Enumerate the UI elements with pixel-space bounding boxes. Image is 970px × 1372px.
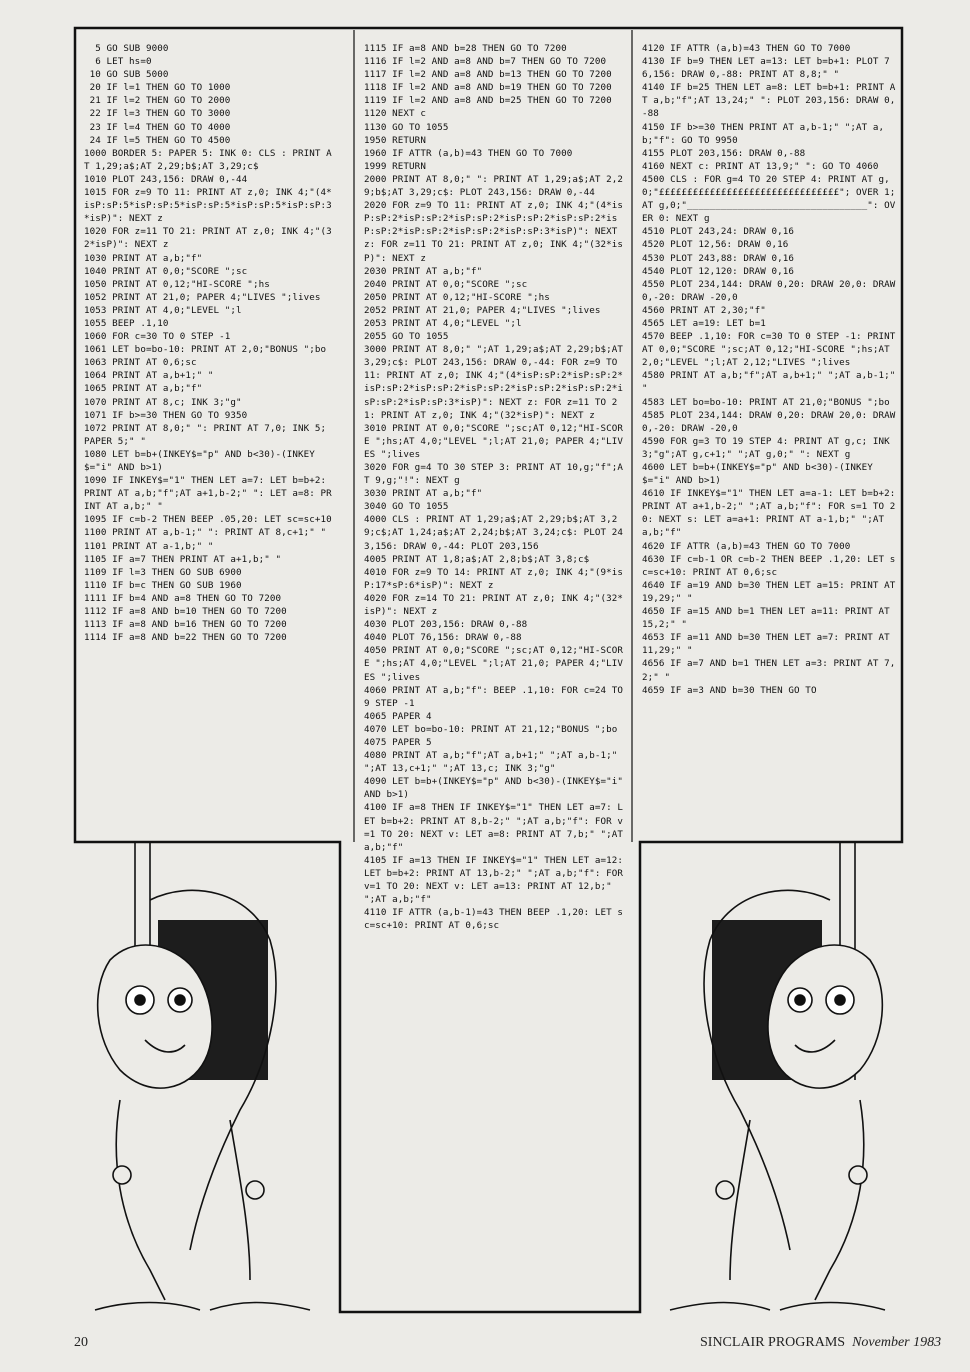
listing-line: 1095 IF c=b-2 THEN BEEP .05,20: LET sc=sc+10 — [84, 514, 332, 526]
listing-line: 4060 PRINT AT a,b;"f": BEEP .1,10: FOR c=24 TO 9 STEP -1 — [364, 684, 629, 709]
magazine-footer — [700, 1335, 941, 1351]
listing-line: 4010 FOR z=9 TO 14: PRINT AT z,0; INK 4;"(9*isP:17*sP:6*isP)": NEXT z — [364, 566, 624, 591]
listing-line: 3020 FOR g=4 TO 30 STEP 3: PRINT AT 10,g;"f";AT 9,g;"!": NEXT g — [364, 462, 624, 487]
listing-line: 10 GO SUB 5000 — [84, 69, 169, 81]
listing-line: 4030 PLOT 203,156: DRAW 0,-88 — [364, 619, 528, 631]
listing-line: 4580 PRINT AT a,b;"f";AT a,b+1;" ";AT a,b-1;" " — [642, 370, 902, 395]
listing-line: 4530 PLOT 243,88: DRAW 0,16 — [642, 252, 795, 264]
listing-line: 4105 IF a=13 THEN IF INKEY$="1" THEN LET a=12: LET b=b+2: PRINT AT 13,b-2;" ";AT a,b;"f": FOR v=1 TO 20: NEXT v: LET a=13: PRINT AT 12,b;" ";AT a,b;"f" — [364, 854, 629, 906]
listing-line: 1070 PRINT AT 8,c; INK 3;"g" — [84, 396, 242, 408]
listing-line: 1101 PRINT AT a-1,b;" " — [84, 540, 214, 552]
listing-line: 2053 PRINT AT 4,0;"LEVEL ";l — [364, 317, 522, 329]
listing-line: 1040 PRINT AT 0,0;"SCORE ";sc — [84, 265, 248, 277]
listing-line: 4570 BEEP .1,10: FOR c=30 TO 0 STEP -1: PRINT AT 0,0;"SCORE ";sc;AT 0,12;"HI-SCORE ";hs;AT 2,0;"LEVEL ";l;AT 2,12;"LIVES ";lives — [642, 331, 902, 369]
listing-line: 2020 FOR z=9 TO 11: PRINT AT z,0; INK 4;"(4*isP:sP:2*isP:sP:2*isP:sP:2*isP:sP:2*isP:sP:2*isP:sP:2*isP:sP:2*isP:sP:2*isP:sP:3*isP)": NEXT z: FOR z=11 TO 21: PRINT AT z,0; INK 4;"(32*isP)": NEXT z — [364, 200, 624, 264]
listing-line: 20 IF l=1 THEN GO TO 1000 — [84, 82, 231, 94]
listing-line: 4520 PLOT 12,56: DRAW 0,16 — [642, 239, 789, 251]
listing-line: 4150 IF b>=30 THEN PRINT AT a,b-1;" ";AT a,b;"f": GO TO 9950 — [642, 121, 885, 146]
listing-line: 4550 PLOT 234,144: DRAW 0,20: DRAW 20,0: DRAW 0,-20: DRAW -20,0 — [642, 278, 902, 303]
listing-line: 1120 NEXT c — [364, 108, 426, 120]
listing-line: 4075 PAPER 5 — [364, 736, 432, 748]
listing-line: 1115 IF a=8 AND b=28 THEN GO TO 7200 — [364, 43, 567, 54]
listing-line: 1117 IF l=2 AND a=8 AND b=13 THEN GO TO 7200 — [364, 69, 612, 81]
listing-line: 4659 IF a=3 AND b=30 THEN GO TO — [642, 684, 817, 696]
listing-line: 5 GO SUB 9000 — [84, 43, 169, 54]
listing-line: 1090 IF INKEY$="1" THEN LET a=7: LET b=b+2: PRINT AT a,b;"f";AT a+1,b-2;" ": LET a=8: PRINT AT a,b;" " — [84, 475, 332, 513]
listing-line: 4090 LET b=b+(INKEY$="p" AND b<30)-(INKEY$="i" AND b>1) — [364, 776, 629, 801]
listing-line: 1020 FOR z=11 TO 21: PRINT AT z,0; INK 4;"(32*isP)": NEXT z — [84, 226, 332, 251]
listing-line: 1080 LET b=b+(INKEY$="p" AND b<30)-(INKEY$="i" AND b>1) — [84, 448, 315, 473]
listing-column-1 — [84, 42, 336, 832]
listing-line: 4050 PRINT AT 0,0;"SCORE ";sc;AT 0,12;"HI-SCORE ";hs;AT 4,0;"LEVEL ";l;AT 21,0; PAPER 4;"LIVES ";lives — [364, 645, 624, 683]
listing-line: 1063 PRINT AT 0,6;sc — [84, 357, 197, 369]
listing-line: 1114 IF a=8 AND b=22 THEN GO TO 7200 — [84, 632, 287, 644]
listing-line: 1119 IF l=2 AND a=8 AND b=25 THEN GO TO 7200 — [364, 95, 612, 107]
listing-line: 4540 PLOT 12,120: DRAW 0,16 — [642, 265, 795, 277]
listing-line: 1100 PRINT AT a,b-1;" ": PRINT AT 8,c+1;" " — [84, 527, 327, 539]
listing-line: 4630 IF c=b-1 OR c=b-2 THEN BEEP .1,20: LET sc=sc+10: PRINT AT 0,6;sc — [642, 553, 896, 578]
listing-line: 3010 PRINT AT 0,0;"SCORE ";sc;AT 0,12;"HI-SCORE ";hs;AT 4,0;"LEVEL ";l;AT 21,0; PAPER 4;"LIVES ";lives — [364, 422, 624, 460]
listing-line: 1015 FOR z=9 TO 11: PRINT AT z,0; INK 4;"(4*isP:sP:5*isP:sP:5*isP:sP:5*isP:sP:5*isP:sP:3*isP)": NEXT z — [84, 187, 332, 225]
listing-line: 3000 PRINT AT 8,0;" ";AT 1,29;a$;AT 2,29;b$;AT 3,29;c$: PLOT 243,156: DRAW 0,-44: FOR z=9 TO 11: PRINT AT z,0; INK 4;"(4*isP:sP:2*isP:sP:2*isP:sP:2*isP:sP:2*isP:sP:2*isP:sP:2*isP:sP:2*isP:sP:2*isP:sP:3*isP)": NEXT z: FOR z=11 TO 21: PRINT AT z,0; INK 4;"(32*isP)": NEXT z — [364, 344, 629, 421]
listing-line: 2052 PRINT AT 21,0; PAPER 4;"LIVES ";lives — [364, 304, 601, 316]
listing-line: 1072 PRINT AT 8,0;" ": PRINT AT 7,0; INK 5; PAPER 5;" " — [84, 422, 332, 447]
listing-line: 4070 LET bo=bo-10: PRINT AT 21,12;"BONUS ";bo — [364, 723, 618, 735]
listing-line: 4100 IF a=8 THEN IF INKEY$="1" THEN LET a=7: LET b=b+2: PRINT AT 8,b-2;" ";AT a,b;"f": FOR v=1 TO 20: NEXT v: LET a=8: PRINT AT 7,b;" ";AT a,b;"f" — [364, 802, 629, 853]
listing-line: 23 IF l=4 THEN GO TO 4000 — [84, 121, 231, 133]
listing-line: 1130 GO TO 1055 — [364, 121, 449, 133]
magazine-name: SINCLAIR PROGRAMS — [700, 1335, 846, 1350]
listing-line: 4620 IF ATTR (a,b)=43 THEN GO TO 7000 — [642, 540, 851, 552]
listing-line: 4653 IF a=11 AND b=30 THEN LET a=7: PRINT AT 11,29;" " — [642, 632, 896, 657]
listing-line: 2055 GO TO 1055 — [364, 331, 449, 343]
listing-column-2 — [364, 42, 629, 1304]
listing-column-3 — [642, 42, 902, 832]
listing-line: 1050 PRINT AT 0,12;"HI-SCORE ";hs — [84, 278, 270, 290]
listing-line: 1060 FOR c=30 TO 0 STEP -1 — [84, 331, 231, 343]
listing-line: 4560 PRINT AT 2,30;"f" — [642, 304, 766, 316]
listing-line: 2050 PRINT AT 0,12;"HI-SCORE ";hs — [364, 291, 550, 303]
listing-line: 4583 LET bo=bo-10: PRINT AT 21,0;"BONUS ";bo — [642, 396, 890, 408]
listing-line: 2030 PRINT AT a,b;"f" — [364, 265, 483, 277]
listing-line: 4155 PLOT 203,156: DRAW 0,-88 — [642, 147, 806, 159]
listing-line: 2040 PRINT AT 0,0;"SCORE ";sc — [364, 278, 528, 290]
listing-line: 1000 BORDER 5: PAPER 5: INK 0: CLS : PRINT AT 1,29;a$;AT 2,29;b$;AT 3,29;c$ — [84, 147, 332, 172]
listing-line: 1053 PRINT AT 4,0;"LEVEL ";l — [84, 304, 242, 316]
listing-line: 4160 NEXT c: PRINT AT 13,9;" ": GO TO 4060 — [642, 160, 879, 172]
listing-line: 4020 FOR z=14 TO 21: PRINT AT z,0; INK 4;"(32*isP)": NEXT z — [364, 592, 624, 618]
listing-line: 1960 IF ATTR (a,b)=43 THEN GO TO 7000 — [364, 147, 573, 159]
listing-line: 4656 IF a=7 AND b=1 THEN LET a=3: PRINT AT 7,2;" " — [642, 658, 896, 683]
page-number: 20 — [74, 1335, 88, 1350]
listing-line: 4610 IF INKEY$="1" THEN LET a=a-1: LET b=b+2: PRINT AT a+1,b-2;" ";AT a,b;"f": FOR s=1 TO 20: NEXT s: LET a=a+1: PRINT AT a-1,b;" ";AT a,b;"f" — [642, 488, 902, 539]
listing-line: 1030 PRINT AT a,b;"f" — [84, 252, 203, 264]
listing-line: 4000 CLS : PRINT AT 1,29;a$;AT 2,29;b$;AT 3,29;c$;AT 1,24;a$;AT 2,24;b$;AT 3,24;c$: PLOT 243,156: DRAW 0,-44: PLOT 203,156 — [364, 514, 624, 552]
listing-line: 1110 IF b=c THEN GO SUB 1960 — [84, 579, 242, 591]
listing-line: 1052 PRINT AT 21,0; PAPER 4;"LIVES ";lives — [84, 291, 321, 303]
listing-line: 1055 BEEP .1,10 — [84, 317, 169, 329]
listing-line: 1061 LET bo=bo-10: PRINT AT 2,0;"BONUS ";bo — [84, 344, 327, 356]
listing-line: 1118 IF l=2 AND a=8 AND b=19 THEN GO TO 7200 — [364, 82, 612, 94]
listing-line: 4640 IF a=19 AND b=30 THEN LET a=15: PRINT AT 19,29;" " — [642, 579, 902, 604]
issue-date: November 1983 — [852, 1335, 942, 1350]
listing-line: 2000 PRINT AT 8,0;" ": PRINT AT 1,29;a$;AT 2,29;b$;AT 3,29;c$: PLOT 243,156: DRAW 0,-44 — [364, 173, 624, 199]
listing-line: 6 LET hs=0 — [84, 56, 152, 68]
listing-line: 4650 IF a=15 AND b=1 THEN LET a=11: PRINT AT 15,2;" " — [642, 606, 896, 631]
listing-line: 1111 IF b=4 AND a=8 THEN GO TO 7200 — [84, 592, 282, 604]
listing-line: 4005 PRINT AT 1,8;a$;AT 2,8;b$;AT 3,8;c$ — [364, 553, 590, 565]
listing-line: 3030 PRINT AT a,b;"f" — [364, 488, 483, 500]
listing-line: 4130 IF b=9 THEN LET a=13: LET b=b+1: PLOT 76,156: DRAW 0,-88: PRINT AT 8,8;" " — [642, 56, 890, 81]
right-cartoon-figure — [670, 842, 885, 1310]
listing-line: 1071 IF b>=30 THEN GO TO 9350 — [84, 409, 248, 421]
listing-line: 1113 IF a=8 AND b=16 THEN GO TO 7200 — [84, 619, 287, 631]
listing-line: 22 IF l=3 THEN GO TO 3000 — [84, 108, 231, 120]
listing-line: 4040 PLOT 76,156: DRAW 0,-88 — [364, 632, 522, 644]
listing-line: 4600 LET b=b+(INKEY$="p" AND b<30)-(INKEY$="i" AND b>1) — [642, 462, 873, 487]
listing-line: 21 IF l=2 THEN GO TO 2000 — [84, 95, 231, 107]
listing-line: 1105 IF a=7 THEN PRINT AT a+1,b;" " — [84, 553, 282, 565]
listing-line: 4590 FOR g=3 TO 19 STEP 4: PRINT AT g,c; INK 3;"g";AT g,c+1;" ";AT g,0;" ": NEXT g — [642, 435, 896, 460]
listing-line: 4080 PRINT AT a,b;"f";AT a,b+1;" ";AT a,b-1;" ";AT 13,c+1;" ";AT 13,c; INK 3;"g" — [364, 750, 624, 775]
listing-line: 4120 IF ATTR (a,b)=43 THEN GO TO 7000 — [642, 43, 851, 54]
listing-line: 4510 PLOT 243,24: DRAW 0,16 — [642, 226, 795, 238]
listing-line: 4500 CLS : FOR g=4 TO 20 STEP 4: PRINT AT g,0;"££££££££££££££££££££££££££££££££"; OVER 1;AT g,0;"________________________________": OVER 0: NEXT g — [642, 173, 896, 225]
listing-line: 4140 IF b=25 THEN LET a=8: LET b=b+1: PRINT AT a,b;"f";AT 13,24;" ": PLOT 203,156: DRAW 0,-88 — [642, 82, 896, 120]
listing-line: 1109 IF l=3 THEN GO SUB 6900 — [84, 566, 242, 578]
listing-line: 1064 PRINT AT a,b+1;" " — [84, 370, 214, 382]
listing-line: 1950 RETURN — [364, 134, 426, 146]
listing-line: 1065 PRINT AT a,b;"f" — [84, 383, 203, 395]
listing-line: 1010 PLOT 243,156: DRAW 0,-44 — [84, 173, 248, 185]
listing-line: 4065 PAPER 4 — [364, 710, 432, 722]
listing-line: 4585 PLOT 234,144: DRAW 0,20: DRAW 20,0: DRAW 0,-20: DRAW -20,0 — [642, 409, 902, 434]
listing-line: 24 IF l=5 THEN GO TO 4500 — [84, 134, 231, 146]
listing-line: 4565 LET a=19: LET b=1 — [642, 317, 766, 329]
listing-line: 1999 RETURN — [364, 160, 426, 172]
listing-line: 1116 IF l=2 AND a=8 AND b=7 THEN GO TO 7200 — [364, 56, 607, 68]
left-cartoon-figure — [95, 842, 310, 1310]
listing-line: 4110 IF ATTR (a,b-1)=43 THEN BEEP .1,20: LET sc=sc+10: PRINT AT 0,6;sc — [364, 907, 624, 932]
listing-line: 3040 GO TO 1055 — [364, 501, 449, 513]
listing-line: 1112 IF a=8 AND b=10 THEN GO TO 7200 — [84, 606, 287, 618]
